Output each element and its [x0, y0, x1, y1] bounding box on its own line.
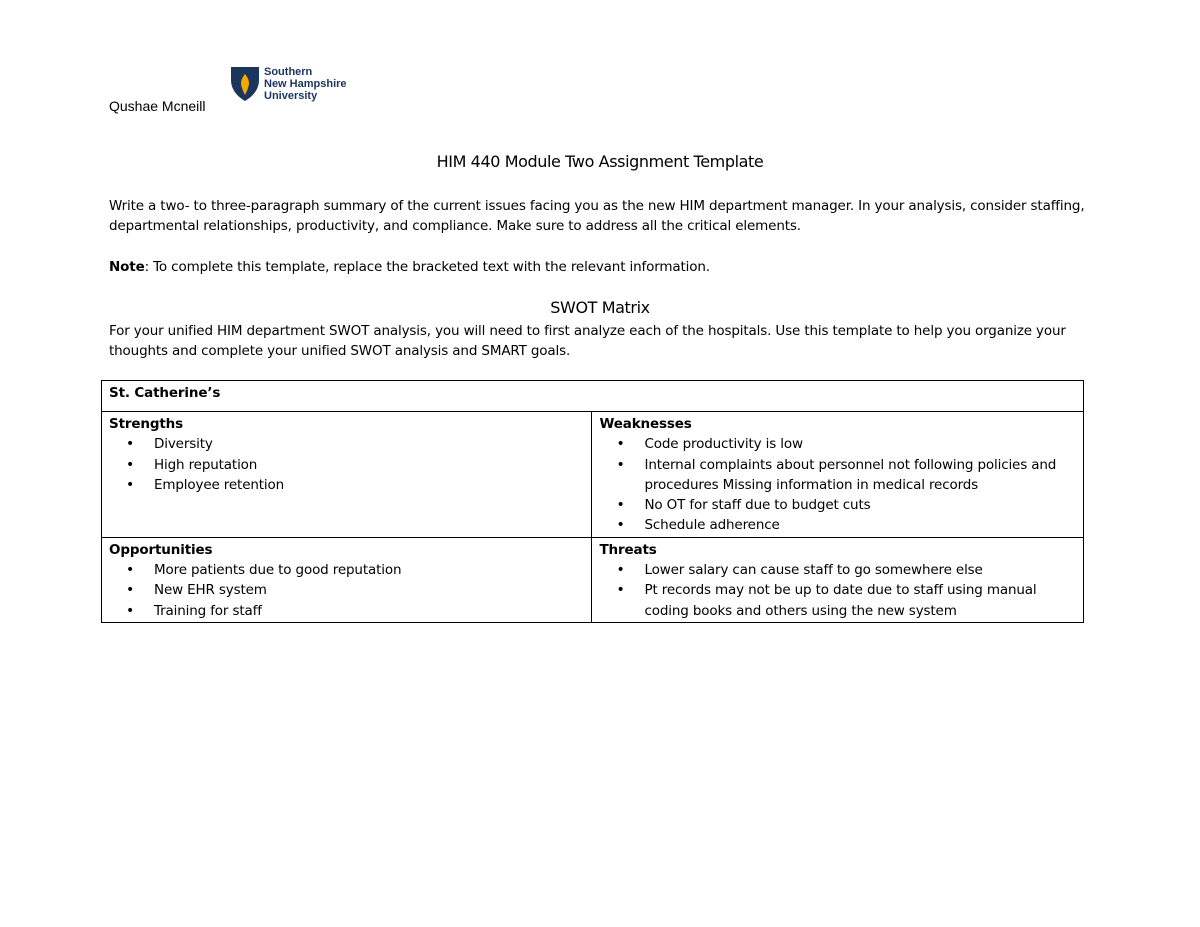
list-item: • Diversity [154, 434, 584, 454]
logo-line-2: New Hampshire [264, 78, 347, 90]
weaknesses-label: Weaknesses [599, 416, 692, 432]
strengths-label: Strengths [109, 416, 184, 432]
list-item: • Employee retention [154, 475, 584, 495]
note-text: : To complete this template, replace the bracketed text with the relevant information. [144, 259, 710, 275]
threats-cell [592, 537, 1084, 622]
list-item: • Lower salary can cause staff to go somewhere else [644, 560, 1076, 580]
swot-header-row [102, 381, 1084, 412]
swot-row-external [102, 537, 1084, 622]
threats-label: Threats [599, 541, 657, 558]
opportunities-list [109, 560, 584, 621]
logo-line-1: Southern [264, 66, 313, 78]
list-item: • High reputation [154, 455, 584, 475]
swot-heading: SWOT Matrix [550, 298, 650, 317]
note-paragraph [109, 257, 1094, 277]
strengths-list [109, 434, 584, 495]
university-logo [230, 64, 360, 104]
author-name: Qushae Mcneill [109, 98, 206, 114]
intro-paragraph: Write a two- to three-paragraph summary of the current issues facing you as the new HIM department manager. In your analysis, consider staffing, departmental relationships, productivity, and compliance. Make sure to address all the critical elements. [109, 198, 1085, 234]
note-label: Note [109, 259, 145, 275]
list-item: • Code productivity is low [644, 434, 1076, 454]
list-item: • New EHR system [154, 580, 584, 600]
swot-table [101, 380, 1084, 623]
logo-line-3: University [264, 90, 318, 102]
weaknesses-list [599, 434, 1076, 535]
list-item: • Pt records may not be up to date due to staff using manual coding books and others using the new system [644, 580, 1076, 621]
list-item: • Schedule adherence [644, 515, 1076, 535]
strengths-cell [102, 412, 592, 538]
list-item: • More patients due to good reputation [154, 560, 584, 580]
shield-icon [230, 66, 260, 102]
list-item: • No OT for staff due to budget cuts [644, 495, 1076, 515]
list-item: • Training for staff [154, 601, 584, 621]
threats-list [599, 560, 1076, 621]
opportunities-cell [102, 537, 592, 622]
swot-row-internal [102, 412, 1084, 538]
opportunities-label: Opportunities [109, 541, 213, 558]
hospital-name-cell: St. Catherine’s [102, 381, 1084, 412]
list-item: • Internal complaints about personnel not following policies and procedures Missing information in medical records [644, 455, 1076, 496]
document-title: HIM 440 Module Two Assignment Template [436, 152, 764, 171]
swot-intro-paragraph: For your unified HIM department SWOT analysis, you will need to first analyze each of the hospitals. Use this template to help you organize your thoughts and complete your unified SWOT analysis and SMART goals. [109, 323, 1066, 359]
logo-wordmark [264, 66, 347, 102]
weaknesses-cell [592, 412, 1084, 538]
